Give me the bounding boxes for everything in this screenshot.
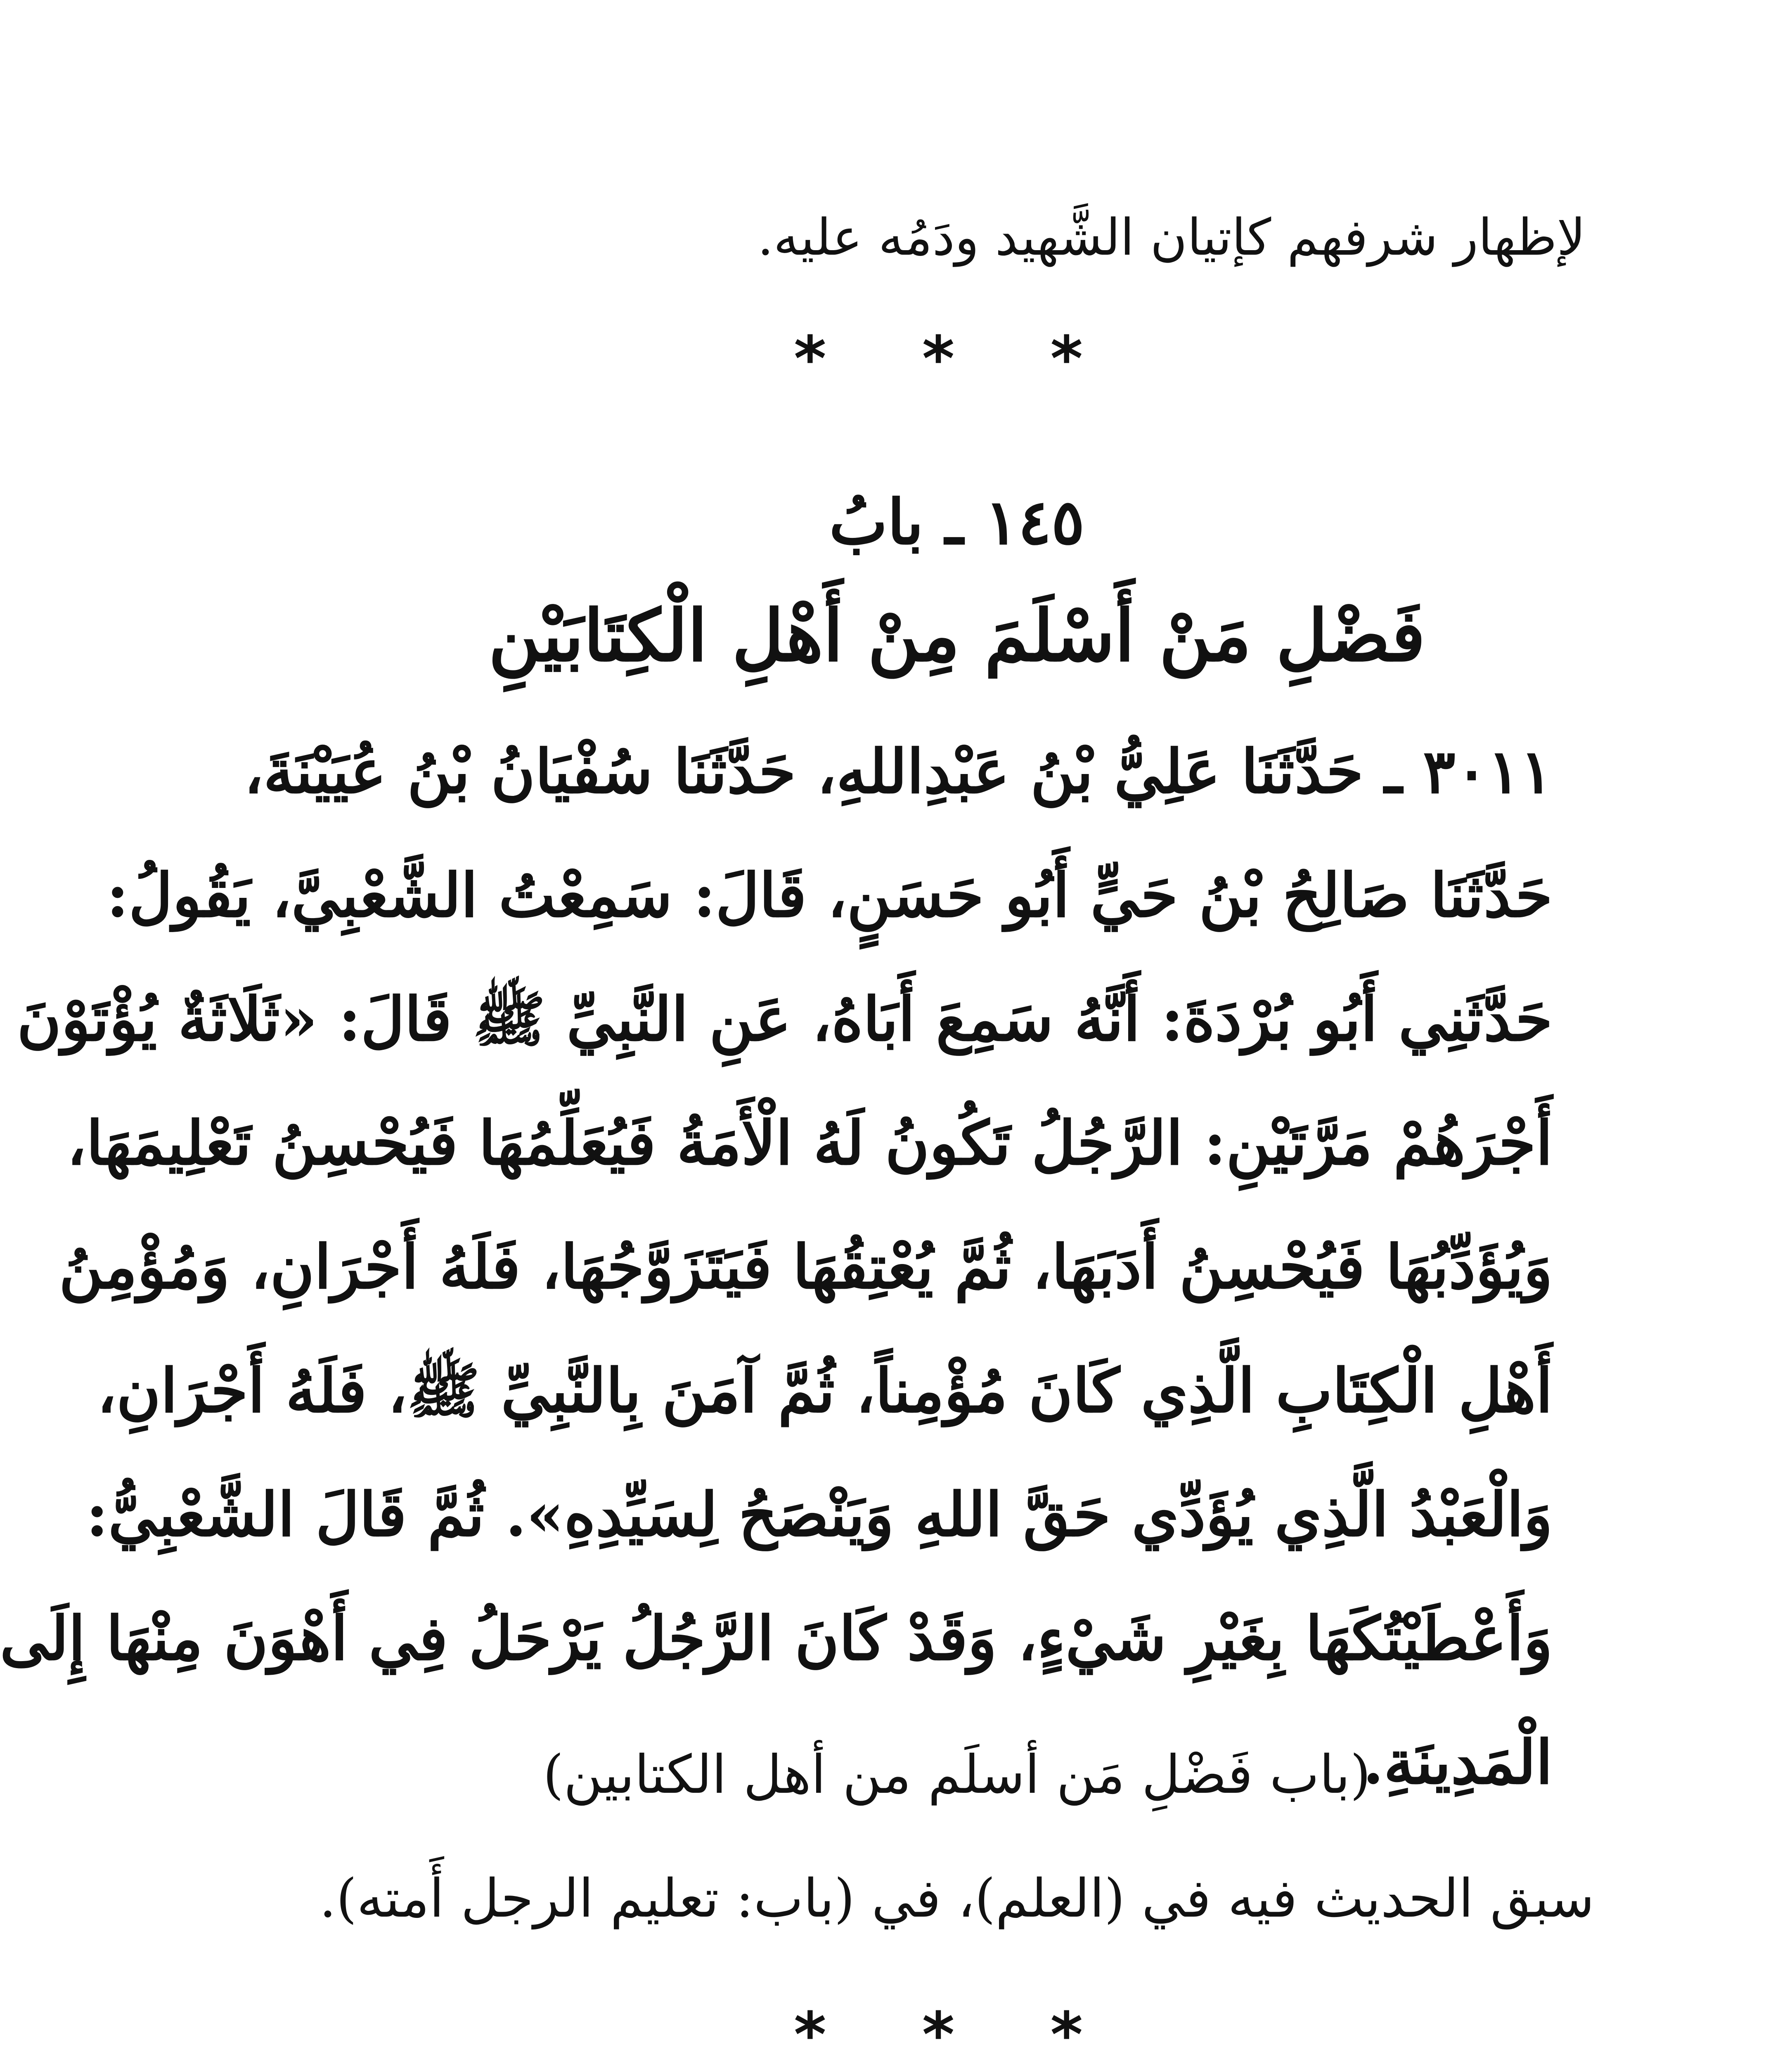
- section-separator-bottom: * * *: [794, 1999, 1120, 2064]
- hadith-line: وَأَعْطَيْتُكَهَا بِغَيْرِ شَيْءٍ، وَقَدْ كَانَ الرَّجُلُ يَرْحَلُ فِي أَهْوَنَ مِنْهَا إِلَى: [0, 1603, 1553, 1674]
- hadith-line: حَدَّثَنَا صَالِحُ بْنُ حَيٍّ أَبُو حَسَنٍ، قَالَ: سَمِعْتُ الشَّعْبِيَّ، يَقُولُ:: [106, 860, 1553, 931]
- hadith-line: ٣٠١١ ـ حَدَّثَنَا عَلِيُّ بْنُ عَبْدِاللهِ، حَدَّثَنَا سُفْيَانُ بْنُ عُيَيْنَةَ،: [244, 736, 1553, 807]
- continuation-text: لإظهار شرفهم كإتيان الشَّهيد ودَمُه عليه.: [757, 208, 1586, 267]
- hadith-line: أَهْلِ الْكِتَابِ الَّذِي كَانَ مُؤْمِناً، ثُمَّ آمَنَ بِالنَّبِيِّ ﷺ، فَلَهُ أَجْرَانِ،: [97, 1356, 1553, 1426]
- hadith-line: وَيُؤَدِّبُهَا فَيُحْسِنُ أَدَبَهَا، ثُمَّ يُعْتِقُهَا فَيَتَزَوَّجُهَا، فَلَهُ أَجْرَانِ، وَمُؤْمِنُ: [59, 1232, 1553, 1302]
- section-separator-top: * * *: [794, 323, 1120, 395]
- hadith-line: وَالْعَبْدُ الَّذِي يُؤَدِّي حَقَّ اللهِ وَيَنْصَحُ لِسَيِّدِهِ». ثُمَّ قَالَ الشَّعْبِيُّ:: [86, 1479, 1553, 1550]
- chapter-number: ١٤٥ ـ بابُ: [829, 486, 1085, 559]
- hadith-line: أَجْرَهُمْ مَرَّتَيْنِ: الرَّجُلُ تَكُونُ لَهُ الْأَمَةُ فَيُعَلِّمُهَا فَيُحْسِنُ تَعْلِيمَهَا،: [66, 1108, 1553, 1179]
- commentary-title: (باب فَضْلِ مَن أسلَم من أهل الكتابين): [543, 1744, 1371, 1806]
- hadith-line: حَدَّثَنِي أَبُو بُرْدَةَ: أَنَّهُ سَمِعَ أَبَاهُ، عَنِ النَّبِيِّ ﷺ قَالَ: «ثَلَاثَةٌ يُؤْتَوْنَ: [17, 984, 1553, 1055]
- hadith-text: [0, 710, 1553, 1825]
- commentary-body: سبق الحديث فيه في (العلم)، في (باب: تعليم الرجل أَمته).: [319, 1868, 1595, 1929]
- hadith-line: الْمَدِينَةِ.: [1363, 1727, 1553, 1798]
- chapter-title: فَضْلِ مَنْ أَسْلَمَ مِنْ أَهْلِ الْكِتَابَيْنِ: [488, 594, 1425, 677]
